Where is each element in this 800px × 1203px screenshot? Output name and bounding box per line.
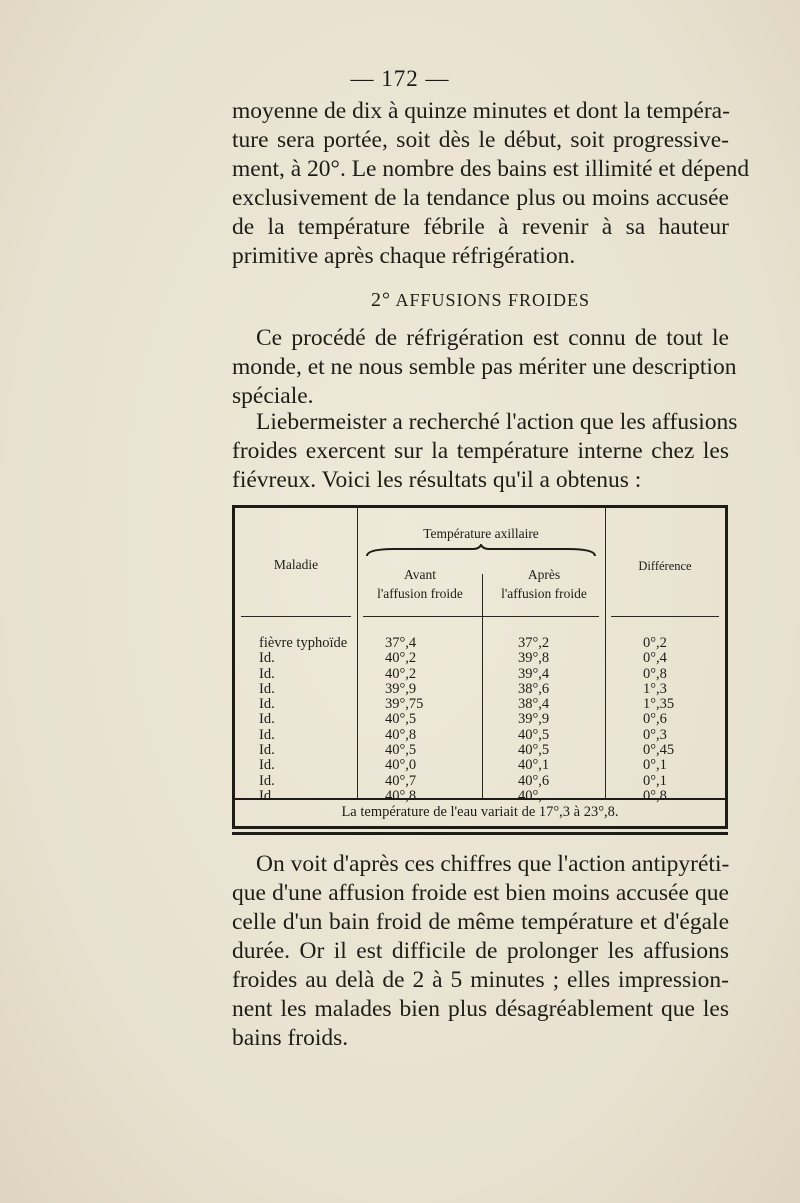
column-maladie xyxy=(259,636,357,804)
table-cell-difference: 0°,8 xyxy=(643,787,667,804)
header-avant xyxy=(359,566,481,602)
table-cell-avant: 40°,8 xyxy=(385,726,417,743)
table-cell-difference: 1°,3 xyxy=(643,680,667,697)
text-line: fiévreux. Voici les résultats qu'il a obtenus : xyxy=(232,467,642,493)
table-cell-apres: 40°,6 xyxy=(518,772,550,789)
table-cell-maladie: Id. xyxy=(259,772,275,789)
header-temperature-axillaire: Température axillaire xyxy=(423,526,539,541)
header-maladie: Maladie xyxy=(273,557,319,572)
table-cell-difference: 0°,4 xyxy=(643,650,667,667)
table-cell-avant: 40°,2 xyxy=(385,650,417,667)
table-cell-maladie: Id. xyxy=(259,787,275,804)
section-number: 2° xyxy=(370,289,391,311)
table-cell-avant: 40°,8 xyxy=(385,787,417,804)
table-note: La température de l'eau variait de 17°,3 à 23°,8. xyxy=(341,804,619,820)
table-cell-maladie: Id. xyxy=(259,696,275,713)
paragraph-3 xyxy=(232,408,738,495)
text-line: durée. Or il est difficile de prolonger les affusions xyxy=(232,938,729,964)
text-line: nent les malades bien plus désagréablement que les xyxy=(232,996,729,1022)
table-bottom-rule xyxy=(232,832,728,835)
table-cell-avant: 39°,75 xyxy=(385,696,424,713)
header-rule xyxy=(611,616,719,617)
table-cell-maladie: Id. xyxy=(259,711,275,728)
header-apres-line1: Après xyxy=(527,567,561,582)
table-cell-maladie: Id. xyxy=(259,650,275,667)
text-line: ture sera portée, soit dès le début, soit progressive- xyxy=(232,127,729,153)
text-line: monde, et ne nous semble pas mériter une description xyxy=(232,354,737,380)
table-cell-apres: 39°,9 xyxy=(518,711,550,728)
table-cell-avant: 40°,7 xyxy=(385,772,417,789)
text-line: spéciale. xyxy=(232,383,314,409)
table-cell-apres: 40°,1 xyxy=(518,757,550,774)
text-line: froides au delà de 2 à 5 minutes ; elles impression- xyxy=(232,967,729,993)
table-cell-maladie: Id. xyxy=(259,757,275,774)
table-cell-difference: 0°,45 xyxy=(643,742,675,759)
header-apres-line2: l'affusion froide xyxy=(501,586,587,601)
page-number: — 172 — xyxy=(350,66,450,91)
table-cell-difference: 0°,1 xyxy=(643,772,667,789)
table-cell-maladie: Id. xyxy=(259,665,275,682)
table-cell-avant: 40°,5 xyxy=(385,742,417,759)
paragraph-1 xyxy=(232,97,750,271)
table-cell-difference: 0°,1 xyxy=(643,757,667,774)
header-rule xyxy=(363,616,599,617)
section-heading xyxy=(232,289,729,312)
table-cell-apres: 38°,4 xyxy=(518,696,550,713)
brace-icon xyxy=(365,544,597,558)
column-rule xyxy=(357,508,358,798)
text-line: Ce procédé de réfrigération est connu de tout le xyxy=(256,325,729,351)
header-rule xyxy=(241,616,351,617)
header-avant-line2: l'affusion froide xyxy=(377,586,463,601)
column-avant xyxy=(385,636,465,804)
table-cell-apres: 40°,5 xyxy=(518,742,550,759)
column-rule xyxy=(482,574,483,798)
header-avant-line1: Avant xyxy=(404,567,436,582)
text-line: ment, à 20°. Le nombre des bains est illimité et dépend xyxy=(232,156,750,182)
text-line: froides exercent sur la température interne chez les xyxy=(232,438,729,464)
table-cell-avant: 40°,0 xyxy=(385,757,417,774)
table-cell-apres: 38°,6 xyxy=(518,680,550,697)
text-line: Liebermeister a recherché l'action que les affusions xyxy=(256,409,738,435)
column-difference xyxy=(643,636,723,804)
table-cell-avant: 40°,2 xyxy=(385,665,417,682)
table-cell-apres: 40°,5 xyxy=(518,726,550,743)
column-apres xyxy=(518,636,598,804)
table-cell-maladie: Id. xyxy=(259,742,275,759)
table-cell-difference: 1°,35 xyxy=(643,696,675,713)
text-line: de la température fébrile à revenir à sa hauteur xyxy=(232,214,729,240)
paragraph-2 xyxy=(232,324,737,411)
table-cell-difference: 0°,2 xyxy=(643,635,667,651)
table-cell-maladie: Id. xyxy=(259,680,275,697)
text-line: primitive après chaque réfrigération. xyxy=(232,243,576,269)
table-cell-apres: 37°,2 xyxy=(518,635,550,651)
table-cell-difference: 0°,3 xyxy=(643,726,667,743)
text-line: que d'une affusion froide est bien moins accusée que xyxy=(232,880,729,906)
table-cell-apres: 40°, xyxy=(518,787,542,804)
text-line: moyenne de dix à quinze minutes et dont la tempéra- xyxy=(232,98,730,124)
table-cell-avant: 40°,5 xyxy=(385,711,417,728)
table-cell-maladie: Id. xyxy=(259,726,275,743)
table-cell-maladie: fièvre typhoïde xyxy=(259,635,348,651)
header-apres xyxy=(483,566,605,602)
text-line: exclusivement de la tendance plus ou moins accusée xyxy=(232,185,729,211)
table-cell-avant: 37°,4 xyxy=(385,635,417,651)
table-cell-avant: 39°,9 xyxy=(385,680,417,697)
table-cell-apres: 39°,8 xyxy=(518,650,550,667)
paragraph-4 xyxy=(232,850,729,1053)
text-line: On voit d'après ces chiffres que l'action antipyréti- xyxy=(256,851,730,877)
table-cell-difference: 0°,6 xyxy=(643,711,667,728)
table-cell-difference: 0°,8 xyxy=(643,665,667,682)
text-line: bains froids. xyxy=(232,1025,349,1051)
table-cell-apres: 39°,4 xyxy=(518,665,550,682)
text-line: celle d'un bain froid de même température et d'égale xyxy=(232,909,729,935)
column-rule xyxy=(605,508,606,798)
section-title: AFFUSIONS FROIDES xyxy=(395,290,591,310)
header-difference: Différence xyxy=(638,559,692,573)
results-table xyxy=(232,505,728,829)
